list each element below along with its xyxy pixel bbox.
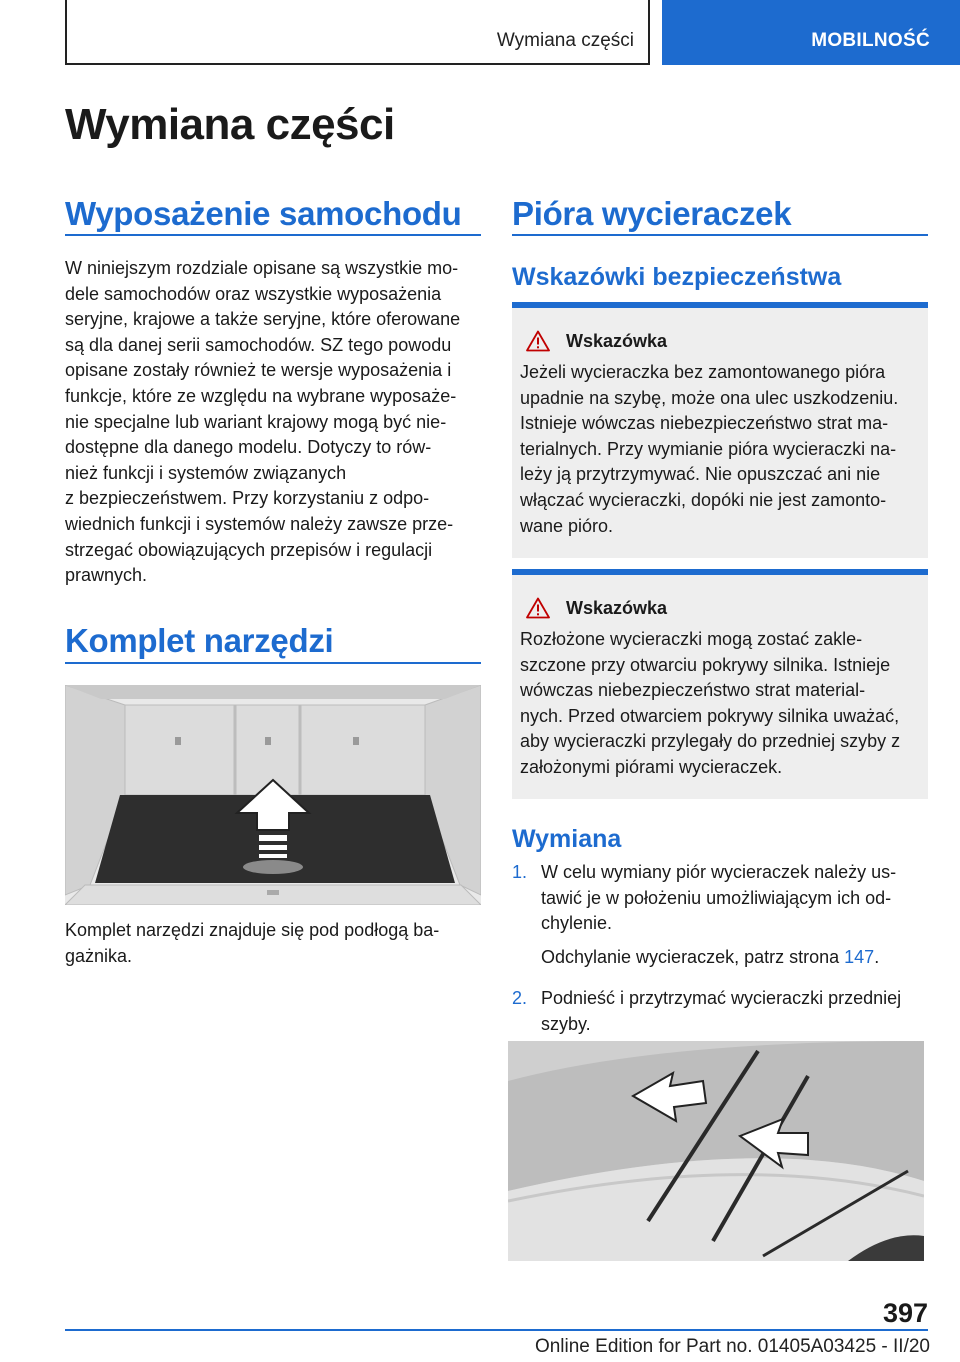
equipment-heading: Wyposażenie samochodu [65,195,462,232]
step-1-text: W celu wymiany piór wycieraczek należy us- tawić je w położeniu umożliwiającym ich od- chylenie. [541,862,897,934]
warning-triangle-icon [526,597,550,619]
footer-rule [65,1329,928,1331]
step-1-number: 1. [512,862,528,882]
step-1-sub-prefix: Odchylanie wycieraczek, patrz strona [541,946,845,967]
warning-title-1: Wskazówka [566,330,668,351]
header-section-box [65,0,650,65]
warning-box-1 [512,302,928,558]
page-number: 397 [882,1298,928,1328]
header-chapter-tab[interactable] [662,0,960,65]
toolkit-heading: Komplet narzędzi [65,622,334,659]
footer-edition: Online Edition for Part no. 01405A03425 - II/20 [534,1336,930,1357]
toolkit-text: Komplet narzędzi znajduje się pod podłogą ba- gażnika. [65,920,440,966]
equipment-text: W niniejszym rozdziale opisane są wszystkie mo- dele samochodów oraz wszystkie wyposażenia seryjne, krajowe a także seryjne, które oferowane są dla danej serii samochodów. SZ tego powodu opisane zostały również te wersje wyposażenia i funkcje, które ze względu na wybrane wyposaże- nie specjalne lub wariant krajowy mogą być nie- dostępne dla danego modelu. Dotyczy to rów- nież funkcji i systemów związanych z bezpieczeństwem. Przy korzystaniu z odpo- wiednich funkcji i systemów należy zawsze prze- strzegać obowiązujących przepisów i regulacji prawnych. [65,258,461,586]
page-title: Wymiana części [65,100,395,149]
warning-text-1: Jeżeli wycieraczka bez zamontowanego pióra upadnie na szybę, może ona ulec uszkodzeniu. Istnieje wówczas niebezpieczeństwo strat ma- terialnych. Przy wymianie pióra wycieraczki na- leży ją przytrzymywać. Nie opuszczać ani nie włączać wycieraczki, dopóki nie jest zamonto- wane pióro. [520,362,899,536]
step-1-sub-suffix: . [874,946,880,967]
warning-triangle-icon [526,330,550,352]
wipers-heading: Pióra wycieraczek [512,195,792,232]
safety-heading: Wskazówki bezpieczeństwa [512,263,842,291]
equipment-heading-rule [65,234,481,236]
header-section-title: Wymiana części [496,30,634,51]
header-chapter-label: MOBILNOŚĆ [811,30,930,51]
page-link-147[interactable]: 147 [844,946,875,967]
trunk-illustration [65,685,481,905]
wiper-drawing [508,1041,924,1261]
step-1-subtext [541,945,896,971]
wipers-heading-rule [512,234,928,236]
toolkit-heading-rule [65,662,481,664]
trunk-drawing [65,685,481,905]
warning-title-2: Wskazówka [566,597,668,618]
replace-steps [512,860,928,1054]
step-2 [512,986,928,1045]
replace-heading: Wymiana [512,825,622,853]
warning-box-2 [512,569,928,799]
windshield-wiper-illustration [508,1041,924,1261]
warning-text-2: Rozłożone wycieraczki mogą zostać zakle- szczone przy otwarciu pokrywy silnika. Istnieje wówczas niebezpieczeństwo strat material- nych. Przed otwarciem pokrywy silnika uważać, aby wycieraczki przylegały do przedniej szyby z założonymi piórami wycieraczek. [520,629,901,777]
step-2-text: Podnieść i przytrzymać wycieraczki przedniej szyby. [541,988,902,1034]
step-2-number: 2. [512,988,528,1009]
step-1 [512,860,928,978]
